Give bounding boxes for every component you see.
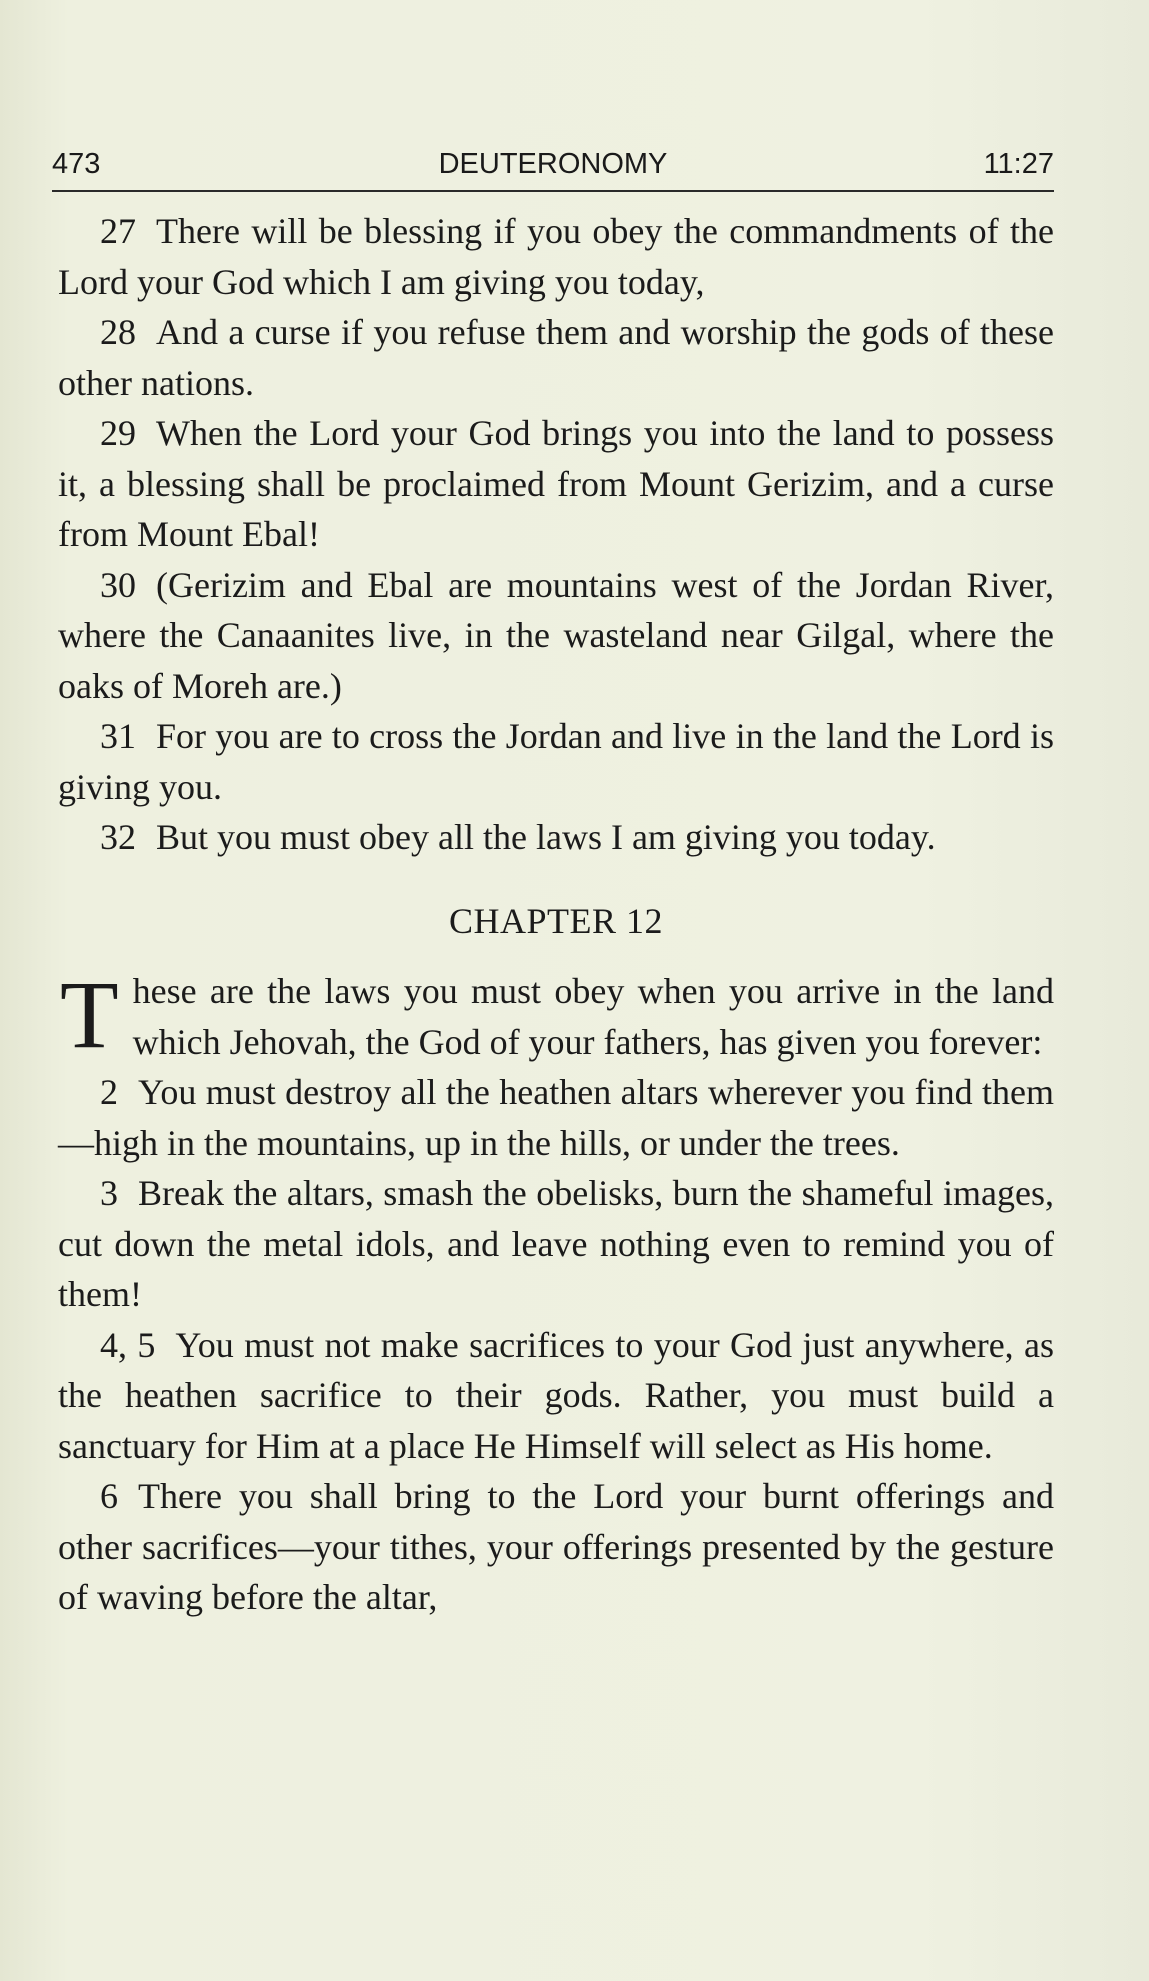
verse-text: For you are to cross the Jordan and live in the land the Lord is giving you. xyxy=(58,716,1054,807)
chapter-heading: CHAPTER 12 xyxy=(448,900,664,941)
verse-number: 6 xyxy=(100,1476,118,1516)
running-header xyxy=(52,142,1054,194)
drop-cap: T xyxy=(60,961,119,1068)
verse-number: 30 xyxy=(100,564,136,605)
verse xyxy=(58,206,1054,307)
verse xyxy=(58,560,1054,712)
verse xyxy=(58,1471,1054,1623)
verse xyxy=(58,1320,1054,1472)
verse xyxy=(58,408,1054,560)
verse-text: But you must obey all the laws I am giving you today. xyxy=(156,817,936,857)
header-rule xyxy=(52,190,1054,192)
verse-text: When the Lord your God brings you into the land to possess it, a blessing shall be proclaimed from Mount Gerizim, and a curse from Mount Ebal! xyxy=(58,413,1054,554)
verse-number: 2 xyxy=(100,1072,118,1112)
verse-number: 4, 5 xyxy=(100,1324,156,1365)
verse-text: There will be blessing if you obey the commandments of the Lord your God which I am giving you today, xyxy=(58,211,1054,302)
text-body xyxy=(58,206,1054,1623)
verse-number: 32 xyxy=(100,817,136,857)
verse xyxy=(58,1168,1054,1320)
verse xyxy=(58,812,1054,863)
verse-number: 29 xyxy=(100,413,136,453)
page-number: 473 xyxy=(52,148,101,180)
book-title: DEUTERONOMY xyxy=(438,148,668,180)
chapter-verse-reference: 11:27 xyxy=(983,148,1054,180)
verse-text: And a curse if you refuse them and worship the gods of these other nations. xyxy=(58,312,1054,403)
verse-text: There you shall bring to the Lord your burnt offerings and other sacrifices—your tithes, your offerings presented by the gesture of waving before the altar, xyxy=(58,1476,1054,1617)
verse-number: 31 xyxy=(100,716,136,756)
verse-number: 28 xyxy=(100,312,136,352)
verse xyxy=(58,307,1054,408)
verse-text: You must destroy all the heathen altars wherever you find them—high in the mountains, up in the hills, or under the trees. xyxy=(58,1072,1054,1163)
verse-text: (Gerizim and Ebal are mountains west of the Jordan River, where the Canaanites live, in the wasteland near Gilgal, where the oaks of Moreh are.) xyxy=(58,564,1054,706)
verse xyxy=(58,1067,1054,1168)
chapter-opening-paragraph xyxy=(58,961,1054,1068)
verse-number: 27 xyxy=(100,211,136,251)
verse-number: 3 xyxy=(100,1173,118,1213)
verse-text: Break the altars, smash the obelisks, burn the shameful images, cut down the metal idols, and leave nothing even to remind you of them! xyxy=(58,1173,1054,1314)
verse-text: You must not make sacrifices to your God just anywhere, as the heathen sacrifice to their gods. Rather, you must build a sanctuary for Him at a place He Himself will select as His home. xyxy=(58,1324,1055,1466)
opening-text: hese are the laws you must obey when you arrive in the land which Jehovah, the God of your fathers, has given you forever: xyxy=(132,971,1054,1062)
verse xyxy=(58,711,1054,812)
